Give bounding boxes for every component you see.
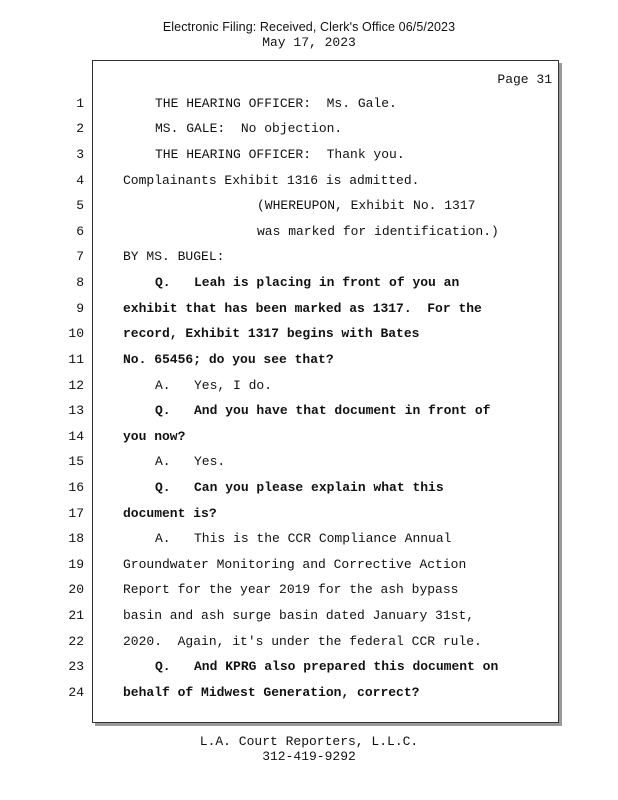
line-number: 23 bbox=[68, 659, 84, 674]
line-number: 12 bbox=[68, 378, 84, 393]
line-number: 5 bbox=[76, 198, 84, 213]
line-number: 13 bbox=[68, 403, 84, 418]
transcript-line: exhibit that has been marked as 1317. For the bbox=[123, 301, 482, 316]
transcript-line: you now? bbox=[123, 429, 186, 444]
transcript-line: Report for the year 2019 for the ash bypass bbox=[123, 582, 459, 597]
transcript-line: Q. And you have that document in front of bbox=[155, 403, 491, 418]
footer-company: L.A. Court Reporters, L.L.C. bbox=[199, 734, 419, 749]
line-number: 17 bbox=[68, 506, 84, 521]
transcript-line: A. This is the CCR Compliance Annual bbox=[155, 531, 452, 546]
transcript-line: (WHEREUPON, Exhibit No. 1317 bbox=[257, 198, 476, 213]
transcript-line: was marked for identification.) bbox=[257, 224, 499, 239]
page-number: Page 31 bbox=[497, 72, 552, 87]
transcript-line: THE HEARING OFFICER: Ms. Gale. bbox=[155, 96, 397, 111]
transcript-line: record, Exhibit 1317 begins with Bates bbox=[123, 326, 420, 341]
transcript-line: Q. Can you please explain what this bbox=[155, 480, 444, 495]
transcript-line: BY MS. BUGEL: bbox=[123, 249, 225, 264]
transcript-line: basin and ash surge basin dated January 31st, bbox=[123, 608, 475, 623]
transcript-line: document is? bbox=[123, 506, 217, 521]
footer-phone: 312-419-9292 bbox=[262, 749, 356, 764]
line-number: 4 bbox=[76, 173, 84, 188]
line-number: 2 bbox=[76, 121, 84, 136]
line-number: 7 bbox=[76, 249, 84, 264]
line-number: 3 bbox=[76, 147, 84, 162]
transcript-line: No. 65456; do you see that? bbox=[123, 352, 334, 367]
line-number: 22 bbox=[68, 634, 84, 649]
line-number: 19 bbox=[68, 557, 84, 572]
line-number: 15 bbox=[68, 454, 84, 469]
transcript-line: behalf of Midwest Generation, correct? bbox=[123, 685, 420, 700]
line-number: 18 bbox=[68, 531, 84, 546]
transcript-line: Complainants Exhibit 1316 is admitted. bbox=[123, 173, 420, 188]
transcript-date: May 17, 2023 bbox=[262, 35, 356, 50]
line-number: 21 bbox=[68, 608, 84, 623]
transcript-line: Q. Leah is placing in front of you an bbox=[155, 275, 460, 290]
transcript-line: Q. And KPRG also prepared this document on bbox=[155, 659, 499, 674]
filing-stamp: Electronic Filing: Received, Clerk's Office 06/5/2023 bbox=[162, 20, 456, 34]
transcript-line: 2020. Again, it's under the federal CCR rule. bbox=[123, 634, 482, 649]
transcript-line: A. Yes. bbox=[155, 454, 226, 469]
line-number: 11 bbox=[68, 352, 84, 367]
line-number: 10 bbox=[68, 326, 84, 341]
line-number: 20 bbox=[68, 582, 84, 597]
line-number: 9 bbox=[76, 301, 84, 316]
line-number: 6 bbox=[76, 224, 84, 239]
line-number: 1 bbox=[76, 96, 84, 111]
transcript-line: Groundwater Monitoring and Corrective Action bbox=[123, 557, 467, 572]
line-number: 16 bbox=[68, 480, 84, 495]
line-number: 8 bbox=[76, 275, 84, 290]
transcript-line: A. Yes, I do. bbox=[155, 378, 273, 393]
transcript-line: THE HEARING OFFICER: Thank you. bbox=[155, 147, 405, 162]
transcript-line: MS. GALE: No objection. bbox=[155, 121, 343, 136]
line-number: 14 bbox=[68, 429, 84, 444]
line-number: 24 bbox=[68, 685, 84, 700]
